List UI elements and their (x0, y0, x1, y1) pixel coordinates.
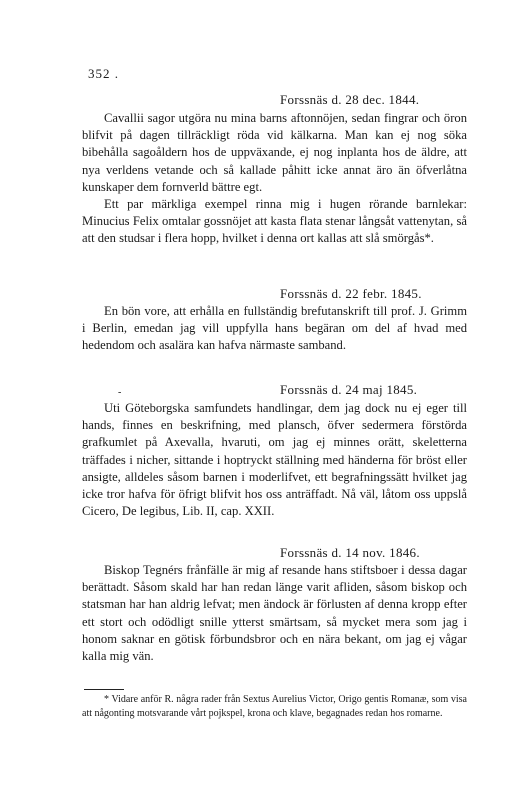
entry-body (82, 110, 467, 248)
paragraph: En bön vore, att erhålla en fullständig brefutanskrift till prof. J. Grimm i Berlin, emedan jag vill uppfylla hans begäran om del af hvad med hedendom och asalära kan hafva närmaste samband. (82, 304, 467, 353)
entry-date: Forssnäs d. 28 dec. 1844. (280, 92, 420, 107)
paragraph: Ett par märkliga exempel rinna mig i hugen rörande barnlekar: Minucius Felix omtalar gossnöjet att kasta flata stenar långsåt vattenytan, så att den studsar i flera hopp, hvilket i denna ort kallas att slå smörgås*. (82, 197, 467, 246)
footnote: * Vidare anför R. några rader från Sextus Aurelius Victor, Origo gentis Romanæ, som visa att någonting motsvarande vårt pojkspel, krona och klave, begagnades redan hos romarne. (82, 694, 467, 719)
paragraph: Cavallii sagor utgöra nu mina barns aftonnöjen, sedan fingrar och öron blifvit på dagen tillräckligt röda vid kälkarna. Man kan ej nog söka bibehålla sagoåldern hos de uppväxande, ej nog inplanta hos de äldre, att nya verldens vetande och så kallade påhitt icke annat äro än öfverlåtna kunskaper dem fornverld bättre egt. (82, 111, 467, 194)
paragraph: Uti Göteborgska samfundets handlingar, dem jag dock nu ej eger till hands, finnes en beskrifning, med plansch, öfver sedermera förstörda grafkumlet på Axevalla, hvaruti, om jag ej minnes orätt, skeletterna träffades i nicher, sittande i hoptryckt ställning med händerna för bröst eller ansigte, alldeles såsom barnen i moderlifvet, ett begrafningssätt hvilket jag icke tror hafva för öfrigt blifvit hos oss anträffadt. Nå väl, låtom oss uppslå Cicero, De legibus, Lib. II, cap. XXII. (82, 401, 467, 519)
entry-body (82, 562, 467, 665)
footnote-divider (84, 689, 124, 690)
stray-mark: - (118, 387, 122, 398)
entry-body (82, 303, 467, 355)
entry-date: Forssnäs d. 24 maj 1845. (280, 382, 418, 397)
page-number: 352 . (88, 66, 119, 81)
entry-body (82, 400, 467, 520)
paragraph: Biskop Tegnérs frånfälle är mig af resande hans stiftsboer i dessa dagar berättadt. Såsom skald har han redan länge varit afliden, såsom biskop och statsman har han aldrig lefvat; men ändock är förlusten af denna kropp efter ett stort och odödligt snille ytterst smärtsam, så mycket mera som jag i honom saknar en götisk förbundsbror och en nära bekant, om jag ej vågar kalla mig vän. (82, 563, 467, 664)
entry-date: Forssnäs d. 14 nov. 1846. (280, 545, 420, 560)
entry-date: Forssnäs d. 22 febr. 1845. (280, 286, 422, 301)
